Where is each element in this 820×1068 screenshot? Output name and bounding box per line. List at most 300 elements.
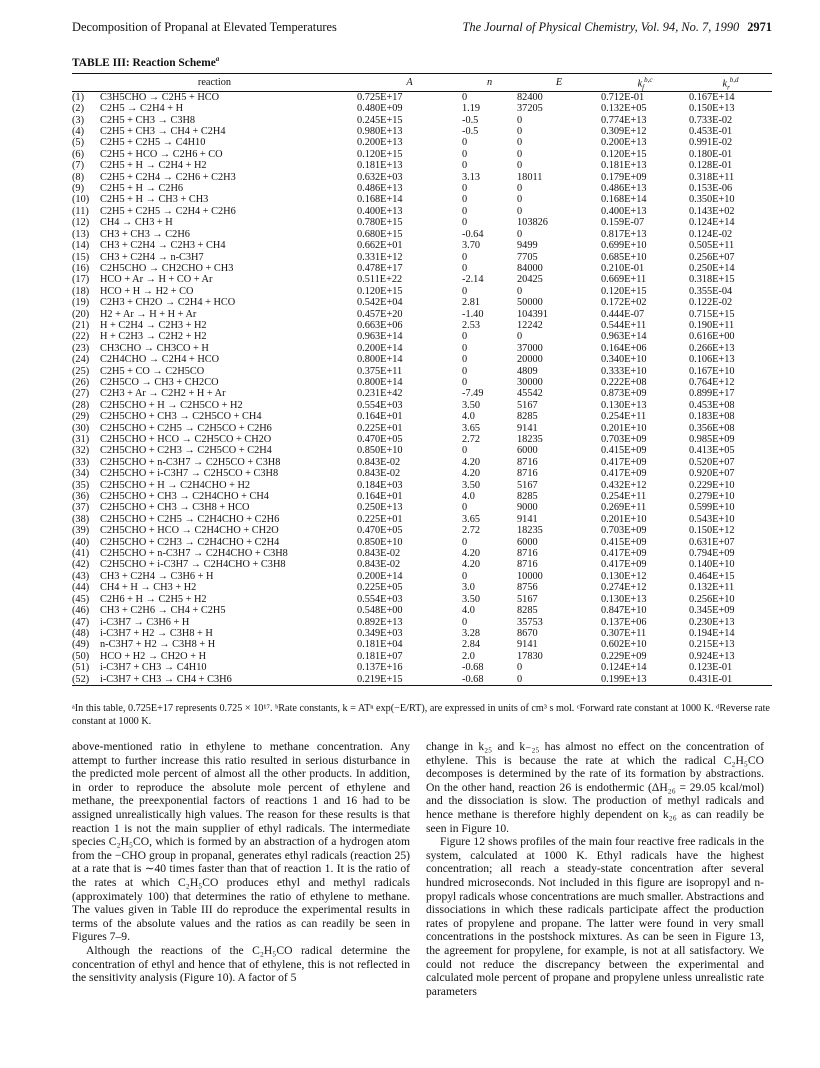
paragraph: Although the reactions of the C₂H₅CO radical determine the concentration of ethyl and hence that of ethylene, this is not reflected in the sensitivity analysis (Figure 10). A factor of 5 bbox=[72, 943, 410, 985]
table-row bbox=[72, 126, 772, 137]
row-E: 50000 bbox=[517, 297, 543, 309]
table-row bbox=[72, 240, 772, 251]
row-n: -0.68 bbox=[462, 673, 484, 685]
row-A: 0.843E-02 bbox=[357, 559, 401, 571]
row-A: 0.963E+14 bbox=[357, 331, 403, 343]
row-E: 6000 bbox=[517, 445, 538, 457]
row-E: 5167 bbox=[517, 479, 538, 491]
row-E: 37000 bbox=[517, 342, 543, 354]
row-n: 4.20 bbox=[462, 548, 481, 560]
row-kf: 0.602E+10 bbox=[601, 639, 647, 651]
row-reaction: i-C3H7 + CH3 → CH4 + C3H6 bbox=[100, 673, 232, 685]
row-kr: 0.190E+11 bbox=[689, 319, 735, 331]
row-reaction: C2H6 + H → C2H5 + H2 bbox=[100, 593, 207, 605]
row-E: 7705 bbox=[517, 251, 538, 263]
row-kr: 0.256E+10 bbox=[689, 593, 735, 605]
row-index: (24) bbox=[72, 354, 90, 366]
row-A: 0.800E+14 bbox=[357, 376, 403, 388]
table-row bbox=[72, 548, 772, 559]
table-row bbox=[72, 662, 772, 673]
row-kr: 0.167E+14 bbox=[689, 91, 735, 103]
row-kr: 0.124E+14 bbox=[689, 217, 735, 229]
row-n: 3.65 bbox=[462, 513, 481, 525]
row-reaction: HCO + Ar → H + CO + Ar bbox=[100, 274, 213, 286]
row-kr: 0.733E-02 bbox=[689, 114, 733, 126]
row-kr: 0.250E+14 bbox=[689, 262, 735, 274]
row-index: (28) bbox=[72, 399, 90, 411]
row-A: 0.400E+13 bbox=[357, 205, 403, 217]
row-index: (45) bbox=[72, 593, 90, 605]
row-kr: 0.920E+07 bbox=[689, 468, 735, 480]
row-kr: 0.150E+12 bbox=[689, 525, 735, 537]
table-row bbox=[72, 137, 772, 148]
row-index: (21) bbox=[72, 319, 90, 331]
table-row bbox=[72, 491, 772, 502]
row-index: (44) bbox=[72, 582, 90, 594]
row-reaction: C2H5CHO + i-C3H7 → C2H5CO + C3H8 bbox=[100, 468, 279, 480]
row-kf: 0.309E+12 bbox=[601, 126, 647, 138]
row-kr: 0.143E+02 bbox=[689, 205, 735, 217]
table-row bbox=[72, 628, 772, 639]
row-n: 0 bbox=[462, 616, 468, 628]
table-row bbox=[72, 559, 772, 570]
row-reaction: C2H5 + H → CH3 + CH3 bbox=[100, 194, 209, 206]
row-reaction: H2 + Ar → H + H + Ar bbox=[100, 308, 197, 320]
table-row bbox=[72, 115, 772, 126]
row-kr: 0.453E-01 bbox=[689, 126, 733, 138]
row-kr: 0.132E+11 bbox=[689, 582, 735, 594]
row-kf: 0.254E+11 bbox=[601, 411, 647, 423]
row-E: 0 bbox=[517, 662, 523, 674]
row-E: 9000 bbox=[517, 502, 538, 514]
row-A: 0.331E+12 bbox=[357, 251, 403, 263]
row-A: 0.680E+15 bbox=[357, 228, 403, 240]
row-kf: 0.172E+02 bbox=[601, 297, 647, 309]
row-kf: 0.417E+09 bbox=[601, 559, 647, 571]
row-n: 0 bbox=[462, 262, 468, 274]
row-kr: 0.350E+10 bbox=[689, 194, 735, 206]
row-kf: 0.699E+10 bbox=[601, 240, 647, 252]
row-A: 0.184E+03 bbox=[357, 479, 403, 491]
row-index: (2) bbox=[72, 103, 85, 115]
row-reaction: CH3CHO → CH3CO + H bbox=[100, 342, 209, 354]
table-row bbox=[72, 252, 772, 263]
row-reaction: C2H5 + C2H4 → C2H6 + C2H3 bbox=[100, 171, 236, 183]
row-A: 0.980E+13 bbox=[357, 126, 403, 138]
col-header-kf-symbol: k bbox=[637, 78, 643, 90]
row-E: 5167 bbox=[517, 593, 538, 605]
row-kf: 0.400E+13 bbox=[601, 205, 647, 217]
row-n: -0.64 bbox=[462, 228, 484, 240]
row-A: 0.200E+13 bbox=[357, 137, 403, 149]
row-index: (18) bbox=[72, 285, 90, 297]
table-row bbox=[72, 537, 772, 548]
table-row bbox=[72, 617, 772, 628]
row-n: -7.49 bbox=[462, 388, 484, 400]
row-index: (50) bbox=[72, 650, 90, 662]
row-index: (37) bbox=[72, 502, 90, 514]
row-index: (27) bbox=[72, 388, 90, 400]
row-E: 18235 bbox=[517, 525, 543, 537]
row-A: 0.200E+14 bbox=[357, 570, 403, 582]
row-E: 84000 bbox=[517, 262, 543, 274]
row-kr: 0.215E+13 bbox=[689, 639, 735, 651]
row-kf: 0.415E+09 bbox=[601, 536, 647, 548]
row-reaction: C2H3 + Ar → C2H2 + H + Ar bbox=[100, 388, 226, 400]
table-body bbox=[72, 91, 772, 685]
row-index: (13) bbox=[72, 228, 90, 240]
row-reaction: C2H5 + H → C2H4 + H2 bbox=[100, 160, 207, 172]
row-index: (38) bbox=[72, 513, 90, 525]
row-kf: 0.544E+11 bbox=[601, 319, 647, 331]
row-index: (43) bbox=[72, 570, 90, 582]
row-A: 0.349E+03 bbox=[357, 627, 403, 639]
row-reaction: C2H5CHO + C2H3 → C2H4CHO + C2H4 bbox=[100, 536, 280, 548]
row-E: 8716 bbox=[517, 468, 538, 480]
row-E: 8285 bbox=[517, 605, 538, 617]
row-n: 3.65 bbox=[462, 422, 481, 434]
row-A: 0.250E+13 bbox=[357, 502, 403, 514]
row-index: (17) bbox=[72, 274, 90, 286]
col-header-kr: $k_r^{b,d}$ bbox=[689, 74, 772, 91]
row-n: 4.0 bbox=[462, 491, 475, 503]
row-E: 35753 bbox=[517, 616, 543, 628]
row-kr: 0.122E-02 bbox=[689, 297, 733, 309]
row-n: 0 bbox=[462, 91, 468, 103]
row-E: 9499 bbox=[517, 240, 538, 252]
row-A: 0.548E+00 bbox=[357, 605, 403, 617]
row-index: (4) bbox=[72, 126, 85, 138]
row-E: 5167 bbox=[517, 399, 538, 411]
row-E: 8285 bbox=[517, 491, 538, 503]
row-reaction: C2H5 + CH3 → CH4 + C2H4 bbox=[100, 126, 226, 138]
row-kf: 0.415E+09 bbox=[601, 445, 647, 457]
reaction-table bbox=[72, 73, 772, 686]
row-kf: 0.817E+13 bbox=[601, 228, 647, 240]
row-index: (26) bbox=[72, 376, 90, 388]
row-kf: 0.159E-07 bbox=[601, 217, 645, 229]
table-row bbox=[72, 217, 772, 228]
row-reaction: C2H5CHO + HCO → C2H5CO + CH2O bbox=[100, 434, 272, 446]
row-E: 4809 bbox=[517, 365, 538, 377]
row-kr: 0.229E+10 bbox=[689, 479, 735, 491]
row-index: (9) bbox=[72, 183, 85, 195]
row-A: 0.486E+13 bbox=[357, 183, 403, 195]
row-A: 0.470E+05 bbox=[357, 434, 403, 446]
row-index: (25) bbox=[72, 365, 90, 377]
row-n: -2.14 bbox=[462, 274, 484, 286]
row-A: 0.457E+20 bbox=[357, 308, 403, 320]
row-n: 3.50 bbox=[462, 399, 481, 411]
row-A: 0.181E+04 bbox=[357, 639, 403, 651]
row-n: 2.81 bbox=[462, 297, 481, 309]
row-kf: 0.486E+13 bbox=[601, 183, 647, 195]
row-kf: 0.417E+09 bbox=[601, 456, 647, 468]
row-reaction: C2H5 + CO → C2H5CO bbox=[100, 365, 205, 377]
row-E: 0 bbox=[517, 331, 523, 343]
table-footnote: ᵃIn this table, 0.725E+17 represents 0.725 × 10¹⁷. ᵇRate constants, k = ATⁿ exp(−E/RT), are expressed in units of cm³ s mol. ᶜForward rate constant at 1000 K. ᵈReverse rate constant at 1000 K. bbox=[72, 703, 770, 727]
row-kf: 0.963E+14 bbox=[601, 331, 647, 343]
row-kf: 0.669E+11 bbox=[601, 274, 647, 286]
paragraph: change in k₂₅ and k₋₂₅ has almost no effect on the concentration of ethylene. This is because the rate at which the radical C₂H₅CO decomposes is determined by the rate of its formation by abstractions. On the other hand, reaction 26 is endothermic (ΔH₂₆ = 29.05 kcal/mol) and the dissociation is slow. The production of methyl radicals and hence methane is therefore highly dependent on k₂₆ as can readily be seen in Figure 10. bbox=[426, 740, 764, 835]
row-kr: 0.616E+00 bbox=[689, 331, 735, 343]
journal-citation: The Journal of Physical Chemistry, Vol. 94, No. 7, 1990 bbox=[462, 20, 740, 34]
row-reaction: CH3 + C2H6 → CH4 + C2H5 bbox=[100, 605, 226, 617]
row-E: 0 bbox=[517, 194, 523, 206]
row-kf: 0.444E-07 bbox=[601, 308, 645, 320]
row-reaction: C2H5CHO + H → C2H4CHO + H2 bbox=[100, 479, 251, 491]
row-reaction: i-C3H7 → C3H6 + H bbox=[100, 616, 190, 628]
row-index: (36) bbox=[72, 491, 90, 503]
row-index: (10) bbox=[72, 194, 90, 206]
row-kf: 0.201E+10 bbox=[601, 513, 647, 525]
row-kr: 0.599E+10 bbox=[689, 502, 735, 514]
row-n: 3.70 bbox=[462, 240, 481, 252]
row-E: 0 bbox=[517, 137, 523, 149]
row-E: 0 bbox=[517, 673, 523, 685]
row-E: 104391 bbox=[517, 308, 548, 320]
row-reaction: C2H5CHO + CH3 → C2H5CO + CH4 bbox=[100, 411, 262, 423]
paragraph: Figure 12 shows profiles of the main four reactive free radicals in the system, calculated at 1000 K. Ethyl radicals have the highest concentration; all reach a steady-state concentration after several hundred microseconds. Not included in this figure are isopropyl and n-propyl radicals whose concentrations are much smaller. Abstractions and dissociations in which these radicals participate affect the production rates of propylene and propane. The latter were found in very small concentrations in the postshock mixtures. As can be seen in Figure 13, the agreement for propylene, for example, is not at all satisfactory. We could not reduce the discrepancy between the experimental and calculated mole percent of propane and propylene unless unrealistic rate parameters bbox=[426, 835, 764, 998]
row-reaction: C3H5CHO → C2H5 + HCO bbox=[100, 91, 220, 103]
row-A: 0.843E-02 bbox=[357, 548, 401, 560]
row-kf: 0.200E+13 bbox=[601, 137, 647, 149]
row-E: 8285 bbox=[517, 411, 538, 423]
row-A: 0.231E+42 bbox=[357, 388, 403, 400]
row-A: 0.164E+01 bbox=[357, 411, 403, 423]
row-n: 2.72 bbox=[462, 434, 481, 446]
row-n: 0 bbox=[462, 365, 468, 377]
row-index: (41) bbox=[72, 548, 90, 560]
row-reaction: CH4 + H → CH3 + H2 bbox=[100, 582, 197, 594]
row-kf: 0.712E-01 bbox=[601, 91, 645, 103]
row-E: 20000 bbox=[517, 354, 543, 366]
row-A: 0.843E-02 bbox=[357, 468, 401, 480]
row-n: -1.40 bbox=[462, 308, 484, 320]
row-kf: 0.130E+13 bbox=[601, 593, 647, 605]
row-reaction: C2H5CHO + CH3 → C2H4CHO + CH4 bbox=[100, 491, 269, 503]
row-reaction: H + C2H3 → C2H2 + H2 bbox=[100, 331, 207, 343]
table-bottom-rule bbox=[72, 685, 772, 686]
row-index: (34) bbox=[72, 468, 90, 480]
row-kr: 0.924E+13 bbox=[689, 650, 735, 662]
row-n: -0.5 bbox=[462, 114, 479, 126]
row-A: 0.120E+15 bbox=[357, 148, 403, 160]
row-index: (35) bbox=[72, 479, 90, 491]
table-row bbox=[72, 354, 772, 365]
row-kf: 0.181E+13 bbox=[601, 160, 647, 172]
row-index: (11) bbox=[72, 205, 89, 217]
row-kf: 0.873E+09 bbox=[601, 388, 647, 400]
row-kr: 0.794E+09 bbox=[689, 548, 735, 560]
table-title-text: TABLE III: Reaction Scheme bbox=[72, 56, 216, 69]
row-kr: 0.256E+07 bbox=[689, 251, 735, 263]
row-kr: 0.991E-02 bbox=[689, 137, 733, 149]
row-kr: 0.318E+15 bbox=[689, 274, 735, 286]
table-row bbox=[72, 434, 772, 445]
row-n: 0 bbox=[462, 342, 468, 354]
table-row bbox=[72, 457, 772, 468]
row-A: 0.892E+13 bbox=[357, 616, 403, 628]
table-row bbox=[72, 160, 772, 171]
row-index: (40) bbox=[72, 536, 90, 548]
row-kr: 0.279E+10 bbox=[689, 491, 735, 503]
page-number: 2971 bbox=[747, 20, 772, 34]
row-kr: 0.431E-01 bbox=[689, 673, 733, 685]
row-reaction: C2H5 + C2H5 → C4H10 bbox=[100, 137, 206, 149]
row-kf: 0.417E+09 bbox=[601, 468, 647, 480]
table-title bbox=[72, 55, 219, 69]
row-kr: 0.631E+07 bbox=[689, 536, 735, 548]
row-E: 18235 bbox=[517, 434, 543, 446]
col-header-kr-symbol: k bbox=[722, 78, 728, 90]
row-kr: 0.123E-01 bbox=[689, 662, 733, 674]
row-reaction: C2H5CHO + i-C3H7 → C2H4CHO + C3H8 bbox=[100, 559, 286, 571]
row-index: (48) bbox=[72, 627, 90, 639]
row-index: (1) bbox=[72, 91, 85, 103]
col-header-kf: $k_f^{b,c}$ bbox=[601, 74, 689, 91]
row-n: 4.20 bbox=[462, 559, 481, 571]
row-A: 0.480E+09 bbox=[357, 103, 403, 115]
row-kf: 0.774E+13 bbox=[601, 114, 647, 126]
row-A: 0.632E+03 bbox=[357, 171, 403, 183]
row-n: 0 bbox=[462, 536, 468, 548]
row-kr: 0.194E+14 bbox=[689, 627, 735, 639]
row-A: 0.554E+03 bbox=[357, 593, 403, 605]
table-row bbox=[72, 91, 772, 103]
row-kf: 0.124E+14 bbox=[601, 662, 647, 674]
row-E: 8670 bbox=[517, 627, 538, 639]
row-E: 12242 bbox=[517, 319, 543, 331]
table-row bbox=[72, 468, 772, 479]
row-E: 30000 bbox=[517, 376, 543, 388]
table-row bbox=[72, 183, 772, 194]
row-A: 0.843E-02 bbox=[357, 456, 401, 468]
row-index: (19) bbox=[72, 297, 90, 309]
row-E: 17830 bbox=[517, 650, 543, 662]
row-kf: 0.210E-01 bbox=[601, 262, 645, 274]
row-kr: 0.345E+09 bbox=[689, 605, 735, 617]
table-row bbox=[72, 206, 772, 217]
row-kr: 0.715E+15 bbox=[689, 308, 735, 320]
row-A: 0.470E+05 bbox=[357, 525, 403, 537]
row-kf: 0.120E+15 bbox=[601, 285, 647, 297]
row-n: 0 bbox=[462, 217, 468, 229]
row-index: (22) bbox=[72, 331, 90, 343]
row-A: 0.375E+11 bbox=[357, 365, 403, 377]
row-kr: 0.140E+10 bbox=[689, 559, 735, 571]
row-kr: 0.106E+13 bbox=[689, 354, 735, 366]
table-row bbox=[72, 411, 772, 422]
row-A: 0.120E+15 bbox=[357, 285, 403, 297]
table-row bbox=[72, 172, 772, 183]
row-kr: 0.128E-01 bbox=[689, 160, 733, 172]
row-reaction: CH3 + C2H4 → C2H3 + CH4 bbox=[100, 240, 226, 252]
table-row bbox=[72, 377, 772, 388]
row-n: 0 bbox=[462, 194, 468, 206]
row-n: 0 bbox=[462, 354, 468, 366]
row-kr: 0.266E+13 bbox=[689, 342, 735, 354]
row-kf: 0.307E+11 bbox=[601, 627, 647, 639]
row-kr: 0.543E+10 bbox=[689, 513, 735, 525]
table-row bbox=[72, 445, 772, 456]
row-A: 0.200E+14 bbox=[357, 342, 403, 354]
row-E: 0 bbox=[517, 205, 523, 217]
row-index: (23) bbox=[72, 342, 90, 354]
table-row bbox=[72, 103, 772, 114]
row-n: 0 bbox=[462, 148, 468, 160]
row-kf: 0.179E+09 bbox=[601, 171, 647, 183]
row-reaction: C2H5CHO + C2H5 → C2H5CO + C2H6 bbox=[100, 422, 272, 434]
table-row bbox=[72, 400, 772, 411]
header-title: Decomposition of Propanal at Elevated Temperatures bbox=[72, 20, 337, 34]
table-row bbox=[72, 651, 772, 662]
row-kr: 0.413E+05 bbox=[689, 445, 735, 457]
row-E: 8716 bbox=[517, 456, 538, 468]
row-A: 0.554E+03 bbox=[357, 399, 403, 411]
row-n: 4.20 bbox=[462, 456, 481, 468]
row-kf: 0.254E+11 bbox=[601, 491, 647, 503]
row-E: 0 bbox=[517, 228, 523, 240]
row-kf: 0.333E+10 bbox=[601, 365, 647, 377]
row-kr: 0.985E+09 bbox=[689, 434, 735, 446]
row-E: 0 bbox=[517, 285, 523, 297]
row-kr: 0.899E+17 bbox=[689, 388, 735, 400]
row-E: 0 bbox=[517, 160, 523, 172]
row-E: 0 bbox=[517, 126, 523, 138]
row-index: (46) bbox=[72, 605, 90, 617]
row-kr: 0.230E+13 bbox=[689, 616, 735, 628]
row-kr: 0.520E+07 bbox=[689, 456, 735, 468]
row-kf: 0.685E+10 bbox=[601, 251, 647, 263]
row-kr: 0.153E-06 bbox=[689, 183, 733, 195]
table-row bbox=[72, 297, 772, 308]
row-n: 2.53 bbox=[462, 319, 481, 331]
row-kr: 0.180E-01 bbox=[689, 148, 733, 160]
row-E: 10000 bbox=[517, 570, 543, 582]
row-kf: 0.164E+06 bbox=[601, 342, 647, 354]
row-reaction: C2H5CHO + CH3 → C3H8 + HCO bbox=[100, 502, 250, 514]
row-kf: 0.168E+14 bbox=[601, 194, 647, 206]
row-E: 9141 bbox=[517, 639, 538, 651]
table-row bbox=[72, 525, 772, 536]
row-reaction: C2H5 + HCO → C2H6 + CO bbox=[100, 148, 223, 160]
row-n: 2.0 bbox=[462, 650, 475, 662]
row-reaction: CH3 + C2H4 → C3H6 + H bbox=[100, 570, 214, 582]
row-kr: 0.150E+13 bbox=[689, 103, 735, 115]
row-n: 0 bbox=[462, 445, 468, 457]
row-reaction: C2H5CHO + n-C3H7 → C2H4CHO + C3H8 bbox=[100, 548, 288, 560]
row-index: (6) bbox=[72, 148, 85, 160]
row-A: 0.181E+07 bbox=[357, 650, 403, 662]
row-E: 0 bbox=[517, 148, 523, 160]
row-kr: 0.453E+08 bbox=[689, 399, 735, 411]
row-n: 0 bbox=[462, 251, 468, 263]
row-E: 82400 bbox=[517, 91, 543, 103]
table-row bbox=[72, 582, 772, 593]
row-index: (8) bbox=[72, 171, 85, 183]
table-row bbox=[72, 605, 772, 616]
row-E: 0 bbox=[517, 114, 523, 126]
row-index: (32) bbox=[72, 445, 90, 457]
table-row bbox=[72, 309, 772, 320]
row-kf: 0.432E+12 bbox=[601, 479, 647, 491]
table-row bbox=[72, 502, 772, 513]
row-A: 0.225E+01 bbox=[357, 513, 403, 525]
row-index: (5) bbox=[72, 137, 85, 149]
row-kr: 0.764E+12 bbox=[689, 376, 735, 388]
row-kf: 0.274E+12 bbox=[601, 582, 647, 594]
